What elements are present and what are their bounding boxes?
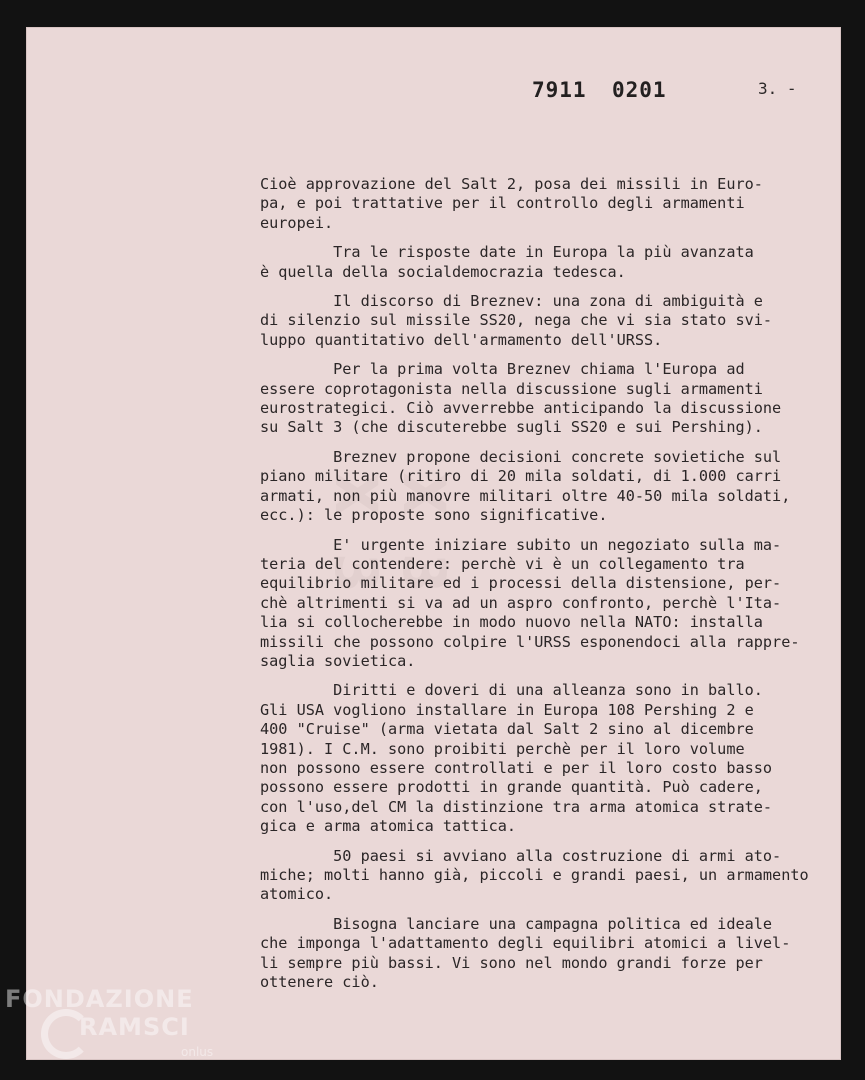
text-line: essere coprotagonista nella discussione sugli armamenti [260,379,763,398]
text-line: piano militare (ritiro di 20 mila soldati, di 1.000 carri [260,467,782,486]
text-line: miche; molti hanno già, piccoli e grandi paesi, un armamento [260,866,809,884]
text-line: Bisogna lanciare una campagna politica ed ideale [260,914,773,933]
text-line: luppo quantitativo dell'armamento dell'URSS. [260,330,663,349]
text-line: 50 paesi si avviano alla costruzione di armi ato- [260,846,782,865]
text-line: Breznev propone decisioni concrete sovietiche sul [260,447,782,466]
text-line: che imponga l'adattamento degli equilibri atomici a livel- [260,934,791,953]
text-line: ecc.): le proposte sono significative. [260,506,608,525]
paragraph [260,175,840,233]
text-line: eurostrategici. Ciò avverrebbe anticipando la discussione [260,399,782,418]
text-line: non possono essere controllati e per il loro costo basso [260,758,773,777]
text-line: gica e arma atomica tattica. [260,817,517,836]
logo-text-line2: RAMSCI [79,1013,190,1041]
paragraph [260,915,840,993]
text-line: Il discorso di Breznev: una zona di ambiguità e [260,292,763,311]
paragraph [260,536,840,672]
text-line: equilibrio militare ed i processi della distensione, per- [260,574,782,593]
paragraph [260,360,840,438]
text-line: ottenere ciò. [260,973,379,992]
text-line: teria del contendere: perchè vi è un collegamento tra [260,554,745,573]
logo-onlus-text: onlus [181,1045,214,1059]
paragraph [260,681,840,836]
text-line: saglia sovietica. [260,651,416,670]
paragraph [260,847,840,905]
text-line: 400 "Cruise" (arma vietata dal Salt 2 sino al dicembre [260,720,754,739]
text-line: possono essere prodotti in grande quantità. Può cadere, [260,778,763,797]
paragraph [260,448,840,526]
text-line: E' urgente iniziare subito un negoziato sulla ma- [260,535,782,554]
text-line: Cioè approvazione del Salt 2, posa dei missili in Euro- [260,175,763,193]
text-line: pa, e poi trattative per il controllo degli armamenti [260,194,745,213]
text-line: 1981). I C.M. sono proibiti perchè per il loro volume [260,739,745,758]
text-line: con l'uso,del CM la distinzione tra arma atomica strate- [260,797,773,816]
document-body [260,175,840,1002]
text-line: europei. [260,213,334,232]
text-line: chè altrimenti si va ad un aspro confronto, perchè l'Ita- [260,593,782,612]
text-line: di silenzio sul missile SS20, nega che vi sia stato svi- [260,311,773,330]
logo-text-line1: FONDAZIONE [5,985,194,1013]
archive-stamp-number: 7911 [532,78,587,102]
text-line: Per la prima volta Breznev chiama l'Europa ad [260,360,745,379]
text-line: li sempre più bassi. Vi sono nel mondo grandi forze per [260,953,763,972]
fondazione-gramsci-logo [5,985,220,1070]
text-line: Diritti e doveri di una alleanza sono in ballo. [260,681,763,700]
text-line: è quella della socialdemocrazia tedesca. [260,262,626,281]
text-line: atomico. [260,885,334,904]
page-number: 3. - [758,79,797,98]
paragraph [260,292,840,350]
text-line: Tra le risposte date in Europa la più avanzata [260,243,754,262]
background-stamp-text: X 3 [322,472,390,602]
text-line: lia si collocherebbe in modo nuovo nella NATO: installa [260,613,763,632]
text-line: armati, non più manovre militari oltre 40-50 mila soldati, [260,486,791,505]
text-line: su Salt 3 (che discuterebbe sugli SS20 e sui Pershing). [260,418,763,437]
paragraph [260,243,840,282]
text-line: Gli USA vogliono installare in Europa 108 Pershing 2 e [260,700,754,719]
text-line: missili che possono colpire l'URSS esponendoci alla rappre- [260,632,800,651]
archive-stamp-number: 0201 [612,78,667,102]
background-stamp-text: X 3 [390,472,458,602]
